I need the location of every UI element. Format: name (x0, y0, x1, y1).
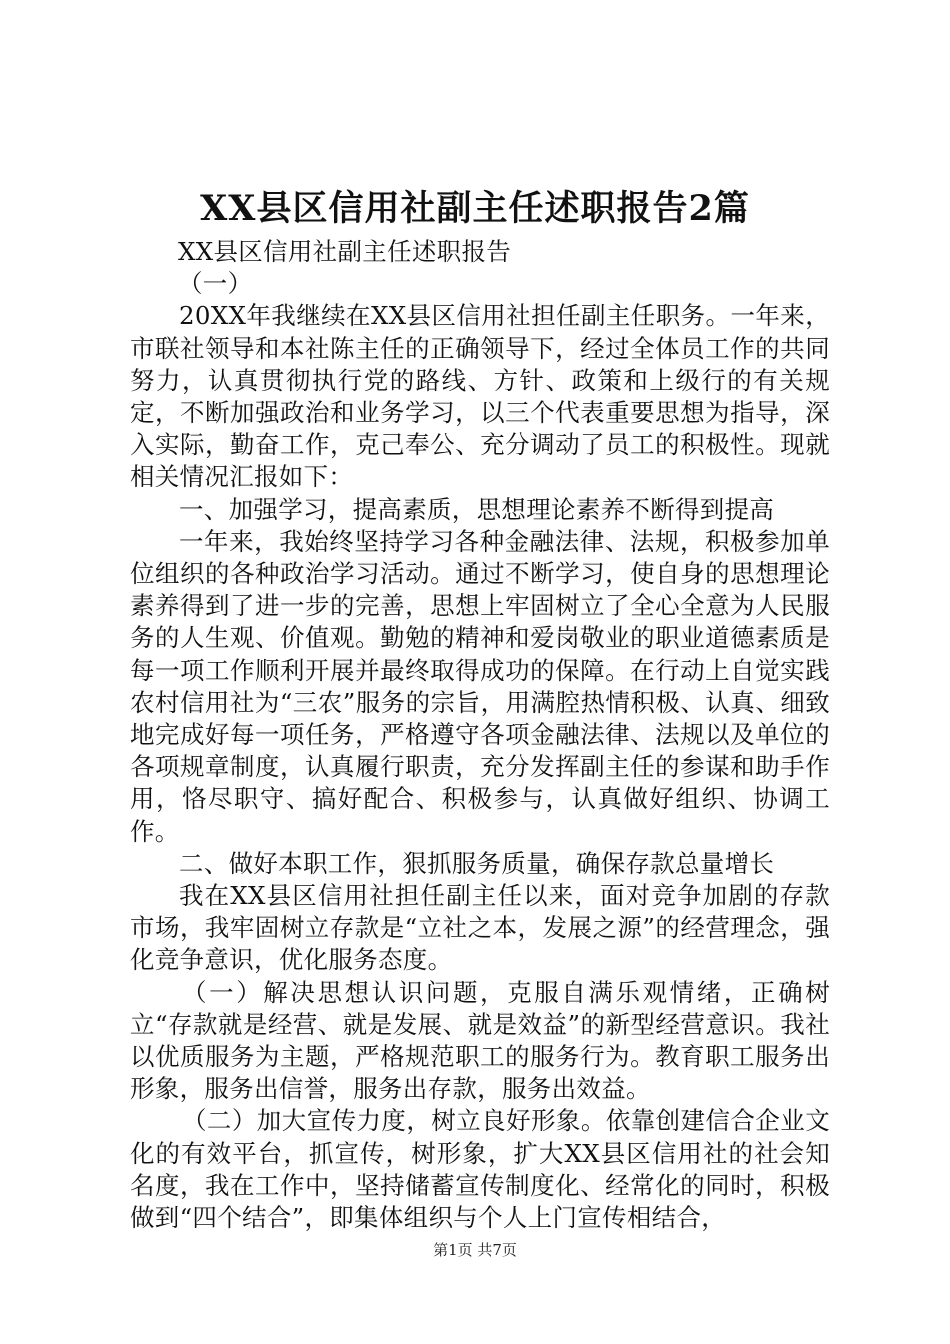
section-heading-2: 二、做好本职工作，狠抓服务质量，确保存款总量增长 (179, 848, 775, 878)
paragraph-deposits: 我在XX县区信用社担任副主任以来，面对竞争加剧的存款市场，我牢固树立存款是“立社之本，发展之源”的经营理念，强化竞争意识，优化服务态度。 (130, 881, 830, 975)
paragraph-subsection-1: （一）解决思想认识问题，克服自满乐观情绪，正确树立“存款就是经营、就是发展、就是效益”的新型经营意识。我社以优质服务为主题，严格规范职工的服务行为。教育职工服务出形象，服务出信誉，服务出存款，服务出效益。 (130, 977, 830, 1104)
paragraph-study: 一年来，我始终坚持学习各种金融法律、法规，积极参加单位组织的各种政治学习活动。通过不断学习，使自身的思想理论素养得到了进一步的完善，思想上牢固树立了全心全意为人民服务的人生观、价值观。勤勉的精神和爱岗敬业的职业道德素质是每一项工作顺利开展并最终取得成功的保障。在行动上自觉实践农村信用社为“三农”服务的宗旨，用满腔热情积极、认真、细致地完成好每一项任务，严格遵守各项金融法律、法规以及单位的各项规章制度，认真履行职责，充分发挥副主任的参谋和助手作用，恪尽职守、搞好配合、积极参与，认真做好组织、协调工作。 (130, 526, 830, 846)
document-body (130, 236, 830, 1234)
document-subtitle: XX县区信用社副主任述职报告 (178, 237, 512, 266)
part-marker: （一） (178, 269, 253, 299)
document-title: XX县区信用社副主任述职报告2篇 (200, 188, 750, 229)
paragraph-subsection-2: （二）加大宣传力度，树立良好形象。依靠创建信合企业文化的有效平台，抓宣传，树形象，扩大XX县区信用社的社会知名度，我在工作中，坚持储蓄宣传制度化、经常化的同时，积极做到“四个结合”，即集体组织与个人上门宣传相结合， (130, 1106, 830, 1233)
section-heading-1: 一、加强学习，提高素质，思想理论素养不断得到提高 (179, 494, 775, 524)
page-number-footer: 第1页 共7页 (433, 1241, 517, 1259)
paragraph-intro: 20XX年我继续在XX县区信用社担任副主任职务。一年来，市联社领导和本社陈主任的正确领导下，经过全体员工作的共同努力，认真贯彻执行党的路线、方针、政策和上级行的有关规定，不断加强政治和业务学习，以三个代表重要思想为指导，深入实际，勤奋工作，克己奉公、充分调动了员工的积极性。现就相关情况汇报如下： (130, 301, 830, 492)
